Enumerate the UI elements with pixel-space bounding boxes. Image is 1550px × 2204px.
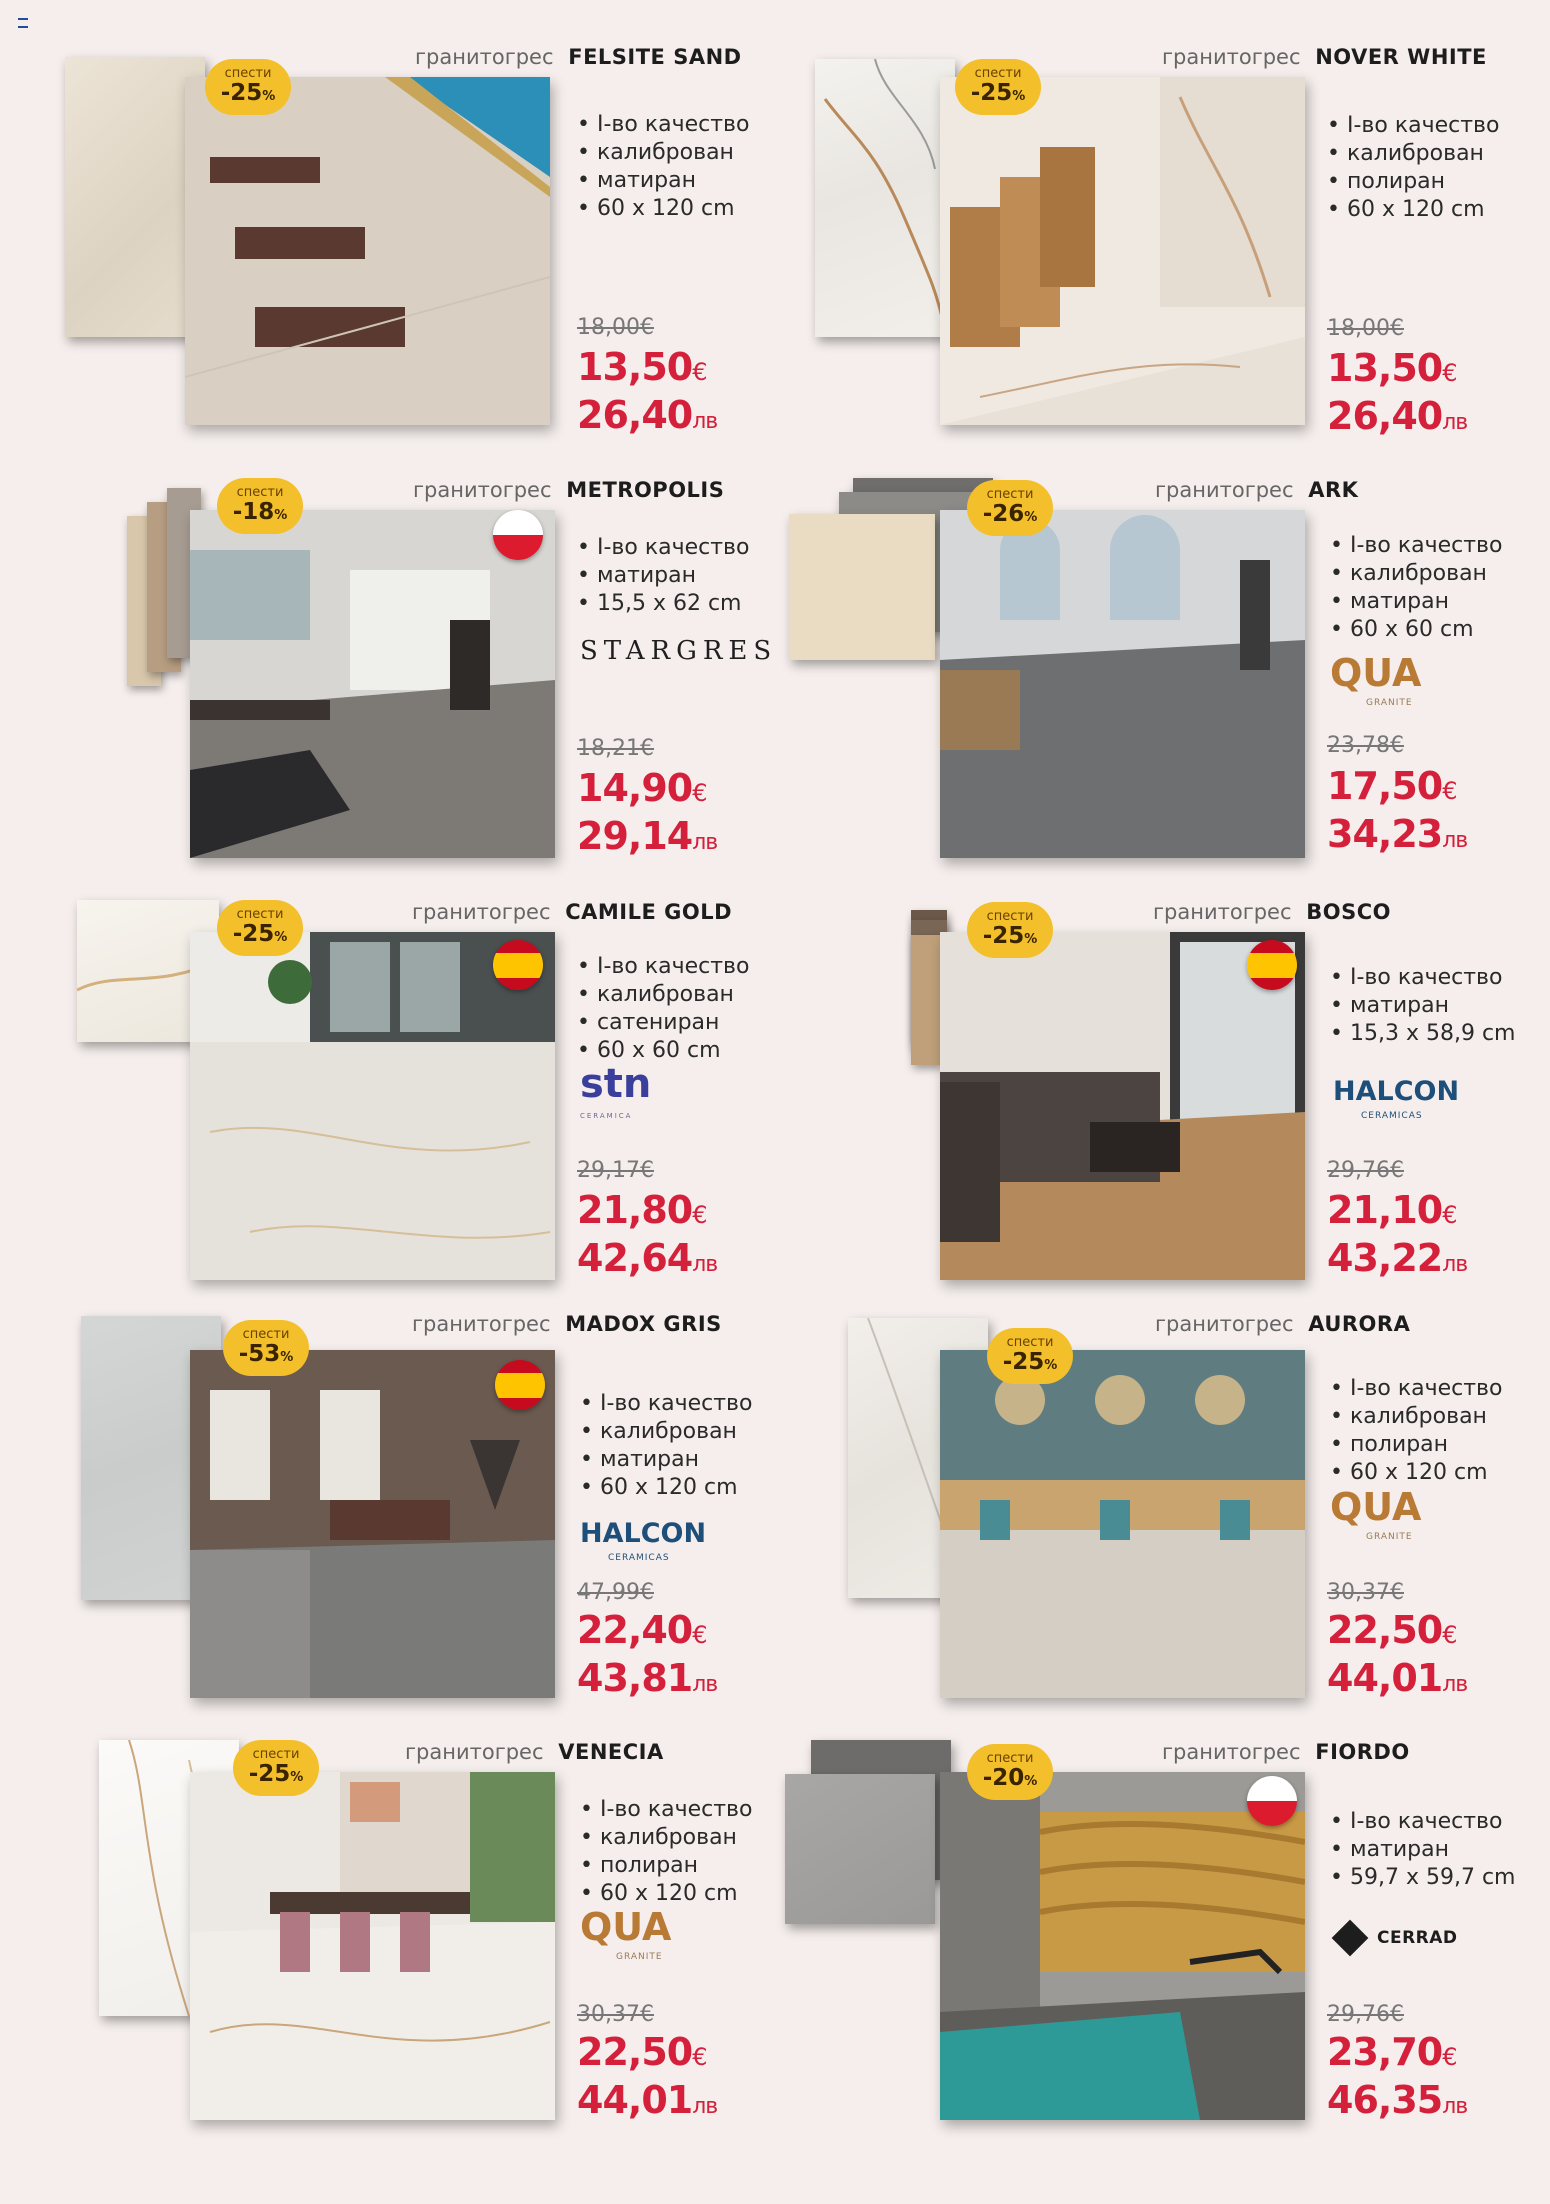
tile-sample: [785, 1774, 935, 1924]
spec-item: • полиран: [1327, 168, 1499, 196]
product-type: гранитогрес: [412, 1312, 551, 1336]
brand-logo-qua: QUA GRANITE: [580, 1905, 672, 1962]
price-bgn: 42,64лв: [577, 1236, 718, 1280]
price-eur: 22,50€: [577, 2030, 707, 2074]
spec-item: • I-во качество: [1330, 532, 1502, 560]
spec-item: • матиран: [1330, 1836, 1515, 1864]
product-card-venecia[interactable]: [65, 1740, 785, 2140]
menu-mark-icon: [18, 18, 28, 28]
price-bgn: 43,22лв: [1327, 1236, 1468, 1280]
spec-list: [577, 953, 749, 1065]
old-price: 30,37€: [577, 2002, 654, 2027]
product-photo: [940, 1350, 1305, 1698]
spec-list: [577, 534, 749, 618]
spec-item: • полиран: [580, 1852, 752, 1880]
save-label: спести: [224, 66, 272, 81]
old-price: 30,37€: [1327, 1580, 1404, 1605]
discount-badge: спести -25%: [217, 900, 303, 956]
product-card-madox-gris[interactable]: [65, 1312, 785, 1712]
spec-item: • калиброван: [1327, 140, 1499, 168]
old-price: 47,99€: [577, 1580, 654, 1605]
product-card-bosco[interactable]: [815, 900, 1535, 1300]
product-type: гранитогрес: [1162, 45, 1301, 69]
product-name: AURORA: [1308, 1312, 1411, 1336]
spec-item: • калиброван: [1330, 560, 1502, 588]
product-card-camile-gold[interactable]: [65, 900, 785, 1300]
spec-list: [1330, 532, 1502, 644]
product-name: NOVER WHITE: [1315, 45, 1487, 69]
flag-poland-icon: [493, 510, 543, 560]
discount-badge: спести -18%: [217, 478, 303, 534]
brand-logo-halcon: HALCON CERAMICAS: [580, 1518, 707, 1563]
price-bgn: 43,81лв: [577, 1656, 718, 1700]
old-price: 29,76€: [1327, 1158, 1404, 1183]
spec-item: • I-во качество: [580, 1796, 752, 1824]
price-bgn: 34,23лв: [1327, 812, 1468, 856]
brand-logo-stn: stn CERAMICA: [580, 1061, 652, 1120]
product-type: гранитогрес: [1153, 900, 1292, 924]
spec-list: [1330, 964, 1515, 1048]
price-bgn: 44,01лв: [577, 2078, 718, 2122]
product-name: CAMILE GOLD: [565, 900, 733, 924]
product-type: гранитогрес: [405, 1740, 544, 1764]
spec-item: • I-во качество: [1327, 112, 1499, 140]
product-type: гранитогрес: [413, 478, 552, 502]
product-photo: [940, 1772, 1305, 2120]
price-eur: 22,40€: [577, 1608, 707, 1652]
brand-logo-cerrad: CERRAD: [1337, 1925, 1458, 1951]
product-photo: [185, 77, 550, 425]
product-photo: [190, 1772, 555, 2120]
spec-item: • 60 x 60 cm: [577, 1037, 749, 1065]
spec-list: [580, 1390, 752, 1502]
old-price: 29,76€: [1327, 2002, 1404, 2027]
spec-item: • 15,3 x 58,9 cm: [1330, 1020, 1515, 1048]
price-bgn: 29,14лв: [577, 814, 718, 858]
brand-logo-qua: QUA GRANITE: [1330, 1485, 1422, 1542]
price-eur: 13,50€: [1327, 346, 1457, 390]
product-name: FIORDO: [1315, 1740, 1410, 1764]
spec-item: • I-во качество: [577, 534, 749, 562]
product-type: гранитогрес: [412, 900, 551, 924]
product-photo: [940, 77, 1305, 425]
price-eur: 17,50€: [1327, 764, 1457, 808]
product-type: гранитогрес: [1155, 478, 1294, 502]
spec-item: • сатениран: [577, 1009, 749, 1037]
price-bgn: 46,35лв: [1327, 2078, 1468, 2122]
spec-item: • I-во качество: [577, 111, 749, 139]
product-name: FELSITE SAND: [568, 45, 742, 69]
brand-logo-qua: QUA GRANITE: [1330, 651, 1422, 708]
discount-badge: спести -26%: [967, 480, 1053, 536]
spec-item: • 60 x 60 cm: [1330, 616, 1502, 644]
spec-list: [577, 111, 749, 223]
product-type: гранитогрес: [1162, 1740, 1301, 1764]
price-eur: 21,10€: [1327, 1188, 1457, 1232]
product-photo: [190, 932, 555, 1280]
spec-item: • матиран: [1330, 992, 1515, 1020]
price-eur: 23,70€: [1327, 2030, 1457, 2074]
old-price: 23,78€: [1327, 733, 1404, 758]
price-bgn: 26,40лв: [577, 393, 718, 437]
spec-item: • калиброван: [1330, 1403, 1502, 1431]
product-type: гранитогрес: [415, 45, 554, 69]
flag-spain-icon: [493, 940, 543, 990]
spec-item: • I-во качество: [577, 953, 749, 981]
price-bgn: 26,40лв: [1327, 394, 1468, 438]
price-eur: 22,50€: [1327, 1608, 1457, 1652]
product-card-nover-white[interactable]: [815, 45, 1535, 445]
spec-item: • матиран: [580, 1446, 752, 1474]
cerrad-diamond-icon: [1332, 1920, 1369, 1957]
product-photo: [940, 510, 1305, 858]
discount-badge: спести -20%: [967, 1744, 1053, 1800]
product-card-ark[interactable]: [815, 478, 1535, 878]
discount-badge: спести -25%: [987, 1328, 1073, 1384]
spec-list: [580, 1796, 752, 1908]
spec-item: • I-во качество: [1330, 1808, 1515, 1836]
spec-item: • калиброван: [577, 139, 749, 167]
spec-item: • матиран: [1330, 588, 1502, 616]
spec-item: • калиброван: [580, 1824, 752, 1852]
product-card-felsite-sand[interactable]: [65, 45, 785, 445]
spec-list: [1330, 1808, 1515, 1892]
tile-sample: [815, 59, 955, 337]
spec-item: • 60 x 120 cm: [1327, 196, 1499, 224]
spec-item: • 59,7 x 59,7 cm: [1330, 1864, 1515, 1892]
spec-item: • матиран: [577, 562, 749, 590]
discount-badge: спести -25%: [967, 902, 1053, 958]
product-photo: [190, 510, 555, 858]
product-name: ARK: [1308, 478, 1359, 502]
product-name: MADOX GRIS: [565, 1312, 722, 1336]
discount-badge: спести -25%: [233, 1740, 319, 1796]
product-photo: [190, 1350, 555, 1698]
product-name: METROPOLIS: [566, 478, 725, 502]
product-name: BOSCO: [1306, 900, 1391, 924]
discount-badge: спести -53%: [223, 1320, 309, 1376]
spec-item: • матиран: [577, 167, 749, 195]
brand-logo-halcon: HALCON CERAMICAS: [1333, 1076, 1460, 1121]
spec-item: • I-во качество: [1330, 1375, 1502, 1403]
price-eur: 14,90€: [577, 766, 707, 810]
spec-item: • калиброван: [577, 981, 749, 1009]
discount-badge: спести -25%: [205, 59, 291, 115]
spec-item: • I-во качество: [1330, 964, 1515, 992]
product-card-metropolis[interactable]: [65, 478, 785, 878]
spec-item: • 60 x 120 cm: [577, 195, 749, 223]
spec-item: • I-во качество: [580, 1390, 752, 1418]
flag-poland-icon: [1247, 1776, 1297, 1826]
spec-item: • 15,5 x 62 cm: [577, 590, 749, 618]
flag-spain-icon: [1247, 940, 1297, 990]
flag-spain-icon: [495, 1360, 545, 1410]
tile-sample: [789, 514, 935, 660]
price-eur: 21,80€: [577, 1188, 707, 1232]
tile-strip: [911, 935, 941, 1065]
product-name: VENECIA: [558, 1740, 664, 1764]
price-bgn: 44,01лв: [1327, 1656, 1468, 1700]
product-photo: [940, 932, 1305, 1280]
old-price: 29,17€: [577, 1158, 654, 1183]
spec-item: • полиран: [1330, 1431, 1502, 1459]
spec-item: • 60 x 120 cm: [580, 1474, 752, 1502]
spec-item: • калиброван: [580, 1418, 752, 1446]
old-price: 18,21€: [577, 736, 654, 761]
discount-badge: спести -25%: [955, 59, 1041, 115]
old-price: 18,00€: [1327, 316, 1404, 341]
product-card-fiordo[interactable]: [815, 1740, 1535, 2140]
spec-item: • 60 x 120 cm: [580, 1880, 752, 1908]
old-price: 18,00€: [577, 315, 654, 340]
product-card-aurora[interactable]: [815, 1312, 1535, 1712]
tile-sample: [65, 57, 205, 337]
brand-logo-stargres: STARGRES: [580, 636, 778, 666]
spec-item: • 60 x 120 cm: [1330, 1459, 1502, 1487]
price-eur: 13,50€: [577, 345, 707, 389]
product-type: гранитогрес: [1155, 1312, 1294, 1336]
spec-list: [1327, 112, 1499, 224]
spec-list: [1330, 1375, 1502, 1487]
